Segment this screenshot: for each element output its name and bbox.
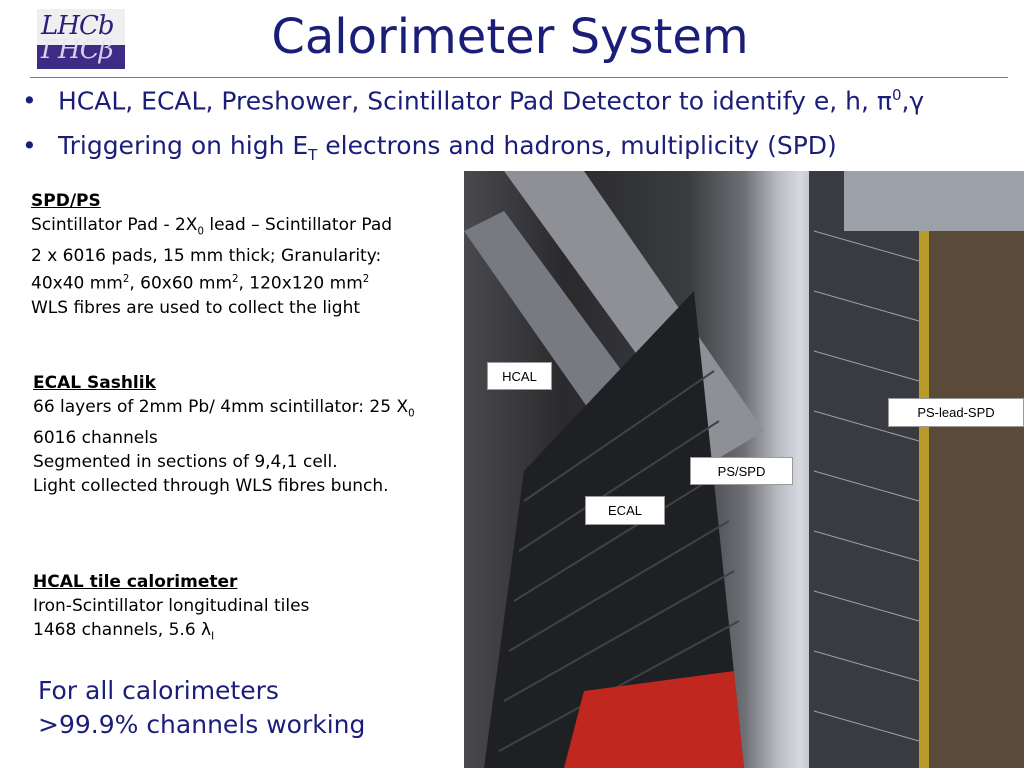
spd-ps-section (31, 189, 392, 320)
ecal-section (33, 371, 415, 498)
hcal-heading: HCAL tile calorimeter (33, 572, 238, 592)
ecal-heading: ECAL Sashlik (33, 373, 156, 393)
ecal-line-4: Light collected through WLS fibres bunch. (33, 476, 389, 497)
spd-line-4: WLS fibres are used to collect the light (31, 298, 361, 319)
summary-line-2: >99.9% channels working (38, 710, 366, 739)
yellow-strip (919, 171, 929, 768)
bullet-tail: ,γ (901, 86, 925, 116)
hcal-section (33, 570, 309, 649)
bullet-sub: T (308, 146, 318, 164)
logo-text: LHCb (41, 11, 114, 41)
spd-line-3: 40x40 $mm^2$, 60x60 $mm^2$, 120x120 $mm^2$ (31, 274, 370, 295)
spd-heading: SPD/PS (31, 191, 101, 211)
title-divider (30, 77, 1008, 78)
ps-spd-panel (809, 171, 924, 768)
photo-label-ecal: ECAL (585, 496, 665, 525)
spd-line-1: Scintillator Pad - $2X_0$ lead – Scintillator Pad (31, 215, 393, 238)
summary-text (38, 674, 365, 742)
logo-reflection-text: ΓHCβ (41, 35, 113, 65)
bullet-dot: • (22, 131, 37, 160)
photo-label-hcal: HCAL (487, 362, 552, 390)
bullet-dot: • (22, 86, 37, 116)
summary-line-1: For all calorimeters (38, 676, 279, 705)
hcal-line-2: 1468 channels, 5.6 $\lambda_I$ (33, 620, 215, 643)
lhcb-logo (37, 9, 125, 69)
top-right-pipe (844, 171, 1024, 231)
bullet-tail: electrons and hadrons, multiplicity (SPD) (317, 131, 837, 160)
spd-line-2: 2 x 6016 pads, 15 mm thick; Granularity: (31, 246, 382, 267)
right-edge (929, 171, 1024, 768)
bullet-sup: 0 (891, 86, 902, 104)
bullet-detectors (22, 86, 924, 115)
ecal-line-1: 66 layers of 2mm Pb/ 4mm scintillator: 25 $X_0$ (33, 397, 415, 420)
photo-label-ps-spd: PS/SPD (690, 457, 793, 485)
slide-title: Calorimeter System (271, 9, 749, 65)
hcal-line-1: Iron-Scintillator longitudinal tiles (33, 596, 310, 616)
ecal-line-3: Segmented in sections of 9,4,1 cell. (33, 452, 338, 473)
ecal-line-2: 6016 channels (33, 428, 158, 449)
bullet-text: Triggering on high E (58, 131, 309, 160)
photo-label-ps-lead-spd: PS-lead-SPD (888, 398, 1024, 427)
detector-photo (464, 171, 1024, 768)
bullet-text: HCAL, ECAL, Preshower, Scintillator Pad Detector to identify e, h, π (58, 86, 892, 116)
bullet-triggering (22, 131, 837, 164)
